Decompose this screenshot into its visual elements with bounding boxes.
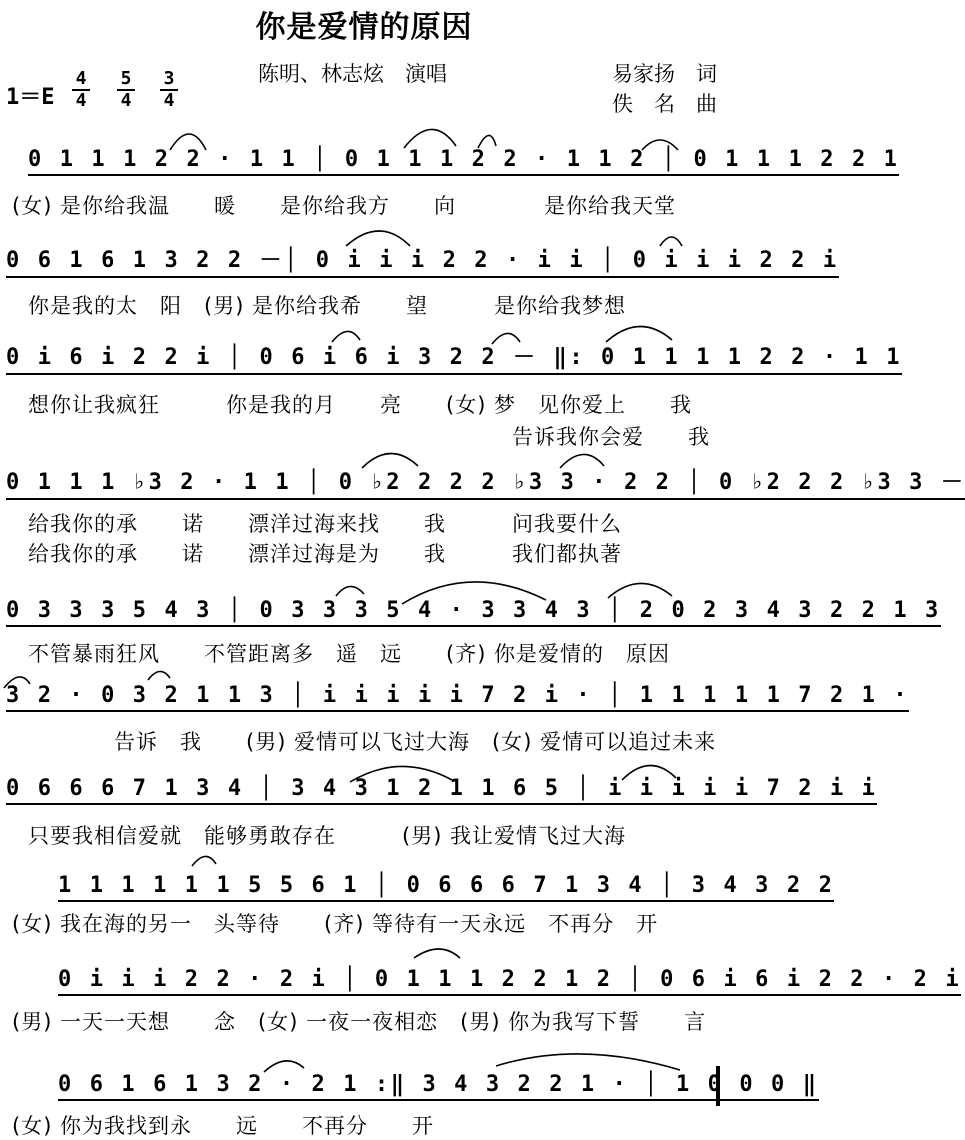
notation-line: 0 6 1 6 1 3 2 · 2 1 :‖ 3 4 3 2 2 1 · │ 1 0 0 0 ‖ bbox=[58, 1072, 819, 1101]
notation-line: 0 1 1 1 2 2 · 1 1 │ 0 1 1 1 2 2 · 1 1 2 │ 0 1 1 1 2 2 1 bbox=[28, 147, 899, 176]
time-signature: 5 4 bbox=[115, 70, 137, 110]
lyric-line: 告诉 我 (男) 爱情可以飞过大海 (女) 爱情可以追过未来 bbox=[70, 730, 717, 754]
lyric-line: 告诉我你会爱 我 bbox=[28, 425, 710, 449]
lyric-line: 给我你的承 诺 漂洋过海是为 我 我们都执著 bbox=[28, 542, 622, 566]
notation-line: 0 6 1 6 1 3 2 2 －│ 0 i i i 2 2 · i i │ 0 i i i 2 2 i bbox=[6, 243, 839, 278]
time-signature: 4 4 bbox=[70, 70, 92, 110]
lyric-line: 你是我的太 阳 (男) 是你给我希 望 是你给我梦想 bbox=[28, 294, 627, 318]
lyric-line: (女) 我在海的另一 头等待 (齐) 等待有一天永远 不再分 开 bbox=[12, 912, 659, 936]
lyricist-credit: 易家扬 词 bbox=[612, 62, 717, 86]
notation-line: 0 3 3 3 5 4 3 │ 0 3 3 3 5 4 · 3 3 4 3 │ 2 0 2 3 4 3 2 2 1 3 bbox=[6, 598, 941, 627]
song-title: 你是爱情的原因 bbox=[255, 10, 473, 45]
lyric-line: 想你让我疯狂 你是我的月 亮 (女) 梦 见你爱上 我 bbox=[28, 393, 693, 417]
lyric-line: (女) 是你给我温 暖 是你给我方 向 是你给我天堂 bbox=[12, 194, 677, 218]
notation-line: 0 1 1 1 ♭3 2 · 1 1 │ 0 ♭2 2 2 2 ♭3 3 · 2 2 │ 0 ♭2 2 2 ♭3 3 － bbox=[6, 465, 965, 500]
notation-line: 3 2 · 0 3 2 1 1 3 │ i i i i i 7 2 i · │ 1 1 1 1 1 7 2 1 · bbox=[6, 683, 909, 712]
lyric-line: 给我你的承 诺 漂洋过海来找 我 问我要什么 bbox=[28, 512, 622, 536]
time-signature: 3 4 bbox=[158, 70, 180, 110]
performer-credit: 陈明、林志炫 演唱 bbox=[258, 62, 447, 86]
notation-line: 0 i 6 i 2 2 i │ 0 6 i 6 i 3 2 2 － ‖: 0 1 1 1 1 2 2 · 1 1 bbox=[6, 340, 902, 375]
composer-credit: 佚 名 曲 bbox=[612, 92, 717, 116]
notation-line: 0 i i i 2 2 · 2 i │ 0 1 1 1 2 2 1 2 │ 0 6 i 6 i 2 2 · 2 i bbox=[58, 967, 961, 996]
final-barline bbox=[716, 1066, 720, 1106]
lyric-line: 只要我相信爱就 能够勇敢存在 (男) 我让爱情飞过大海 bbox=[28, 824, 627, 848]
lyric-line: (女) 你为我找到永 远 不再分 开 bbox=[12, 1114, 435, 1138]
notation-line: 1 1 1 1 1 1 5 5 6 1 │ 0 6 6 6 7 1 3 4 │ 3 4 3 2 2 bbox=[58, 873, 834, 902]
key-signature: 1＝E bbox=[6, 85, 55, 110]
lyric-line: (男) 一天一天想 念 (女) 一夜一夜相恋 (男) 你为我写下誓 言 bbox=[12, 1010, 707, 1034]
lyric-line: 不管暴雨狂风 不管距离多 遥 远 (齐) 你是爱情的 原因 bbox=[28, 642, 671, 666]
notation-line: 0 6 6 6 7 1 3 4 │ 3 4 3 1 2 1 1 6 5 │ i i i i i 7 2 i i bbox=[6, 776, 877, 805]
